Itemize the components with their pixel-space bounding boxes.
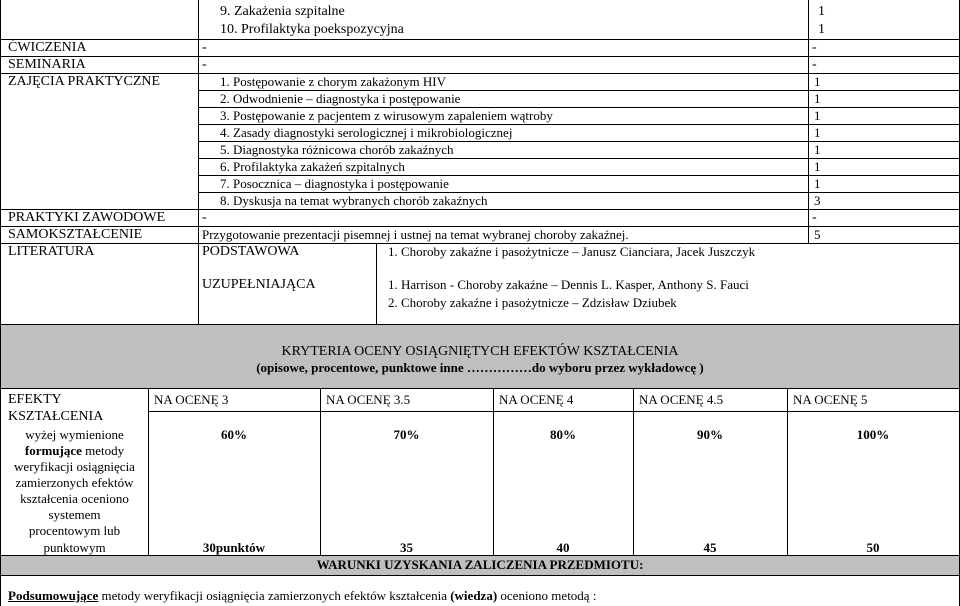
practical-item-4-hours: 1 — [814, 125, 821, 140]
grade-4-5-header: NA OCENĘ 4.5 — [639, 392, 724, 407]
percent-grade-4: 80% — [550, 427, 576, 442]
efekty-label-line2: KSZTAŁCENIA — [8, 409, 104, 424]
lecture-item-10: 10. Profilaktyka poekspozycyjna — [220, 22, 404, 37]
efekty-desc-line5: kształcenia oceniono — [20, 491, 129, 506]
praktyki-hours: - — [812, 210, 817, 225]
grade-5-header: NA OCENĘ 5 — [793, 392, 868, 407]
conditions-title: WARUNKI UZYSKANIA ZALICZENIA PRZEDMIOTU: — [316, 557, 644, 572]
practical-item-1: 1. Postępowanie z chorym zakażonym HIV — [220, 74, 446, 89]
seminaria-label: SEMINARIA — [8, 57, 86, 72]
samoksztalcenie-hours: 5 — [814, 227, 821, 242]
podstawowa-item-1: 1. Choroby zakaźne i pasożytnicze – Janusz Cianciara, Jacek Juszczyk — [388, 244, 756, 259]
samoksztalcenie-value: Przygotowanie prezentacji pisemnej i ustnej na temat wybranej choroby zakaźnej. — [202, 227, 629, 242]
criteria-title: KRYTERIA OCENY OSIĄGNIĘTYCH EFEKTÓW KSZTAŁCENIA — [281, 344, 679, 359]
points-grade-4-5: 45 — [703, 540, 717, 555]
practical-item-5-hours: 1 — [814, 142, 821, 157]
seminaria-value: - — [202, 57, 207, 72]
percent-grade-5: 100% — [856, 427, 890, 442]
podstawowa-label: PODSTAWOWA — [202, 244, 300, 259]
summary-middle: metody weryfikacji osiągnięcia zamierzonych efektów kształcenia — [98, 588, 451, 603]
efekty-desc-line8: punktowym — [43, 540, 106, 555]
practical-item-3-hours: 1 — [814, 108, 821, 123]
points-grade-5: 50 — [866, 540, 880, 555]
zajecia-label: ZAJĘCIA PRAKTYCZNE — [8, 74, 161, 89]
efekty-desc-formujace: formujące — [24, 443, 82, 458]
lecture-item-9-hours: 1 — [818, 4, 825, 19]
efekty-desc-line3: weryfikacji osiągnięcia — [14, 459, 135, 474]
praktyki-value: - — [202, 210, 207, 225]
uzupelniajaca-item-1: 1. Harrison - Choroby zakaźne – Dennis L. Kasper, Anthony S. Fauci — [388, 277, 749, 292]
efekty-desc-line2 — [1, 443, 148, 459]
efekty-desc-line6: systemem — [48, 507, 101, 522]
summary-line — [8, 588, 596, 604]
practical-item-6: 6. Profilaktyka zakażeń szpitalnych — [220, 159, 405, 174]
summary-tail: oceniono metodą : — [497, 588, 597, 603]
efekty-desc-line1: wyżej wymienione — [25, 427, 124, 442]
efekty-label-line1: EFEKTY — [8, 392, 62, 407]
efekty-desc-line7: procentowym lub — [28, 523, 121, 538]
practical-item-8-hours: 3 — [814, 193, 821, 208]
cwiczenia-label: ĆWICZENIA — [8, 40, 87, 55]
points-grade-3-5: 35 — [400, 540, 413, 555]
practical-item-1-hours: 1 — [814, 74, 821, 89]
grade-3-header: NA OCENĘ 3 — [154, 392, 229, 407]
efekty-desc-line4: zamierzonych efektów — [15, 475, 134, 490]
criteria-subtitle: (opisowe, procentowe, punktowe inne ……………do wyboru przez wykładowcę ) — [256, 360, 704, 375]
percent-grade-3-5: 70% — [393, 427, 420, 442]
lecture-item-10-hours: 1 — [818, 22, 825, 37]
points-grade-4: 40 — [556, 540, 570, 555]
literatura-label: LITERATURA — [8, 244, 95, 259]
practical-item-2: 2. Odwodnienie – diagnostyka i postępowanie — [220, 91, 461, 106]
practical-item-8: 8. Dyskusja na temat wybranych chorób zakaźnych — [220, 193, 488, 208]
summary-bold-start: Podsumowujące — [8, 588, 99, 603]
praktyki-label: PRAKTYKI ZAWODOWE — [8, 210, 166, 225]
practical-item-6-hours: 1 — [814, 159, 821, 174]
uzupelniajaca-label: UZUPEŁNIAJĄCA — [202, 277, 316, 292]
practical-item-7-hours: 1 — [814, 176, 821, 191]
summary-bold-end: (wiedza) — [450, 588, 498, 603]
percent-grade-3: 60% — [221, 427, 247, 442]
points-grade-3: 30punktów — [202, 540, 266, 555]
seminaria-hours: - — [812, 57, 817, 72]
practical-item-4: 4. Zasady diagnostyki serologicznej i mikrobiologicznej — [220, 125, 513, 140]
grade-4-header: NA OCENĘ 4 — [499, 392, 574, 407]
cwiczenia-value: - — [202, 40, 207, 55]
lecture-item-9: 9. Zakażenia szpitalne — [220, 4, 345, 19]
practical-item-3: 3. Postępowanie z pacjentem z wirusowym zapaleniem wątroby — [220, 108, 553, 123]
efekty-desc-metody: metody — [81, 443, 125, 458]
cwiczenia-hours: - — [812, 40, 817, 55]
samoksztalcenie-label: SAMOKSZTAŁCENIE — [8, 227, 143, 242]
practical-item-2-hours: 1 — [814, 91, 821, 106]
practical-item-5: 5. Diagnostyka różnicowa chorób zakaźnych — [220, 142, 454, 157]
grade-3-5-header: NA OCENĘ 3.5 — [326, 392, 411, 407]
percent-grade-4-5: 90% — [697, 427, 723, 442]
uzupelniajaca-item-2: 2. Choroby zakaźne i pasożytnicze – Zdzisław Dziubek — [388, 295, 677, 310]
practical-item-7: 7. Posocznica – diagnostyka i postępowanie — [220, 176, 449, 191]
